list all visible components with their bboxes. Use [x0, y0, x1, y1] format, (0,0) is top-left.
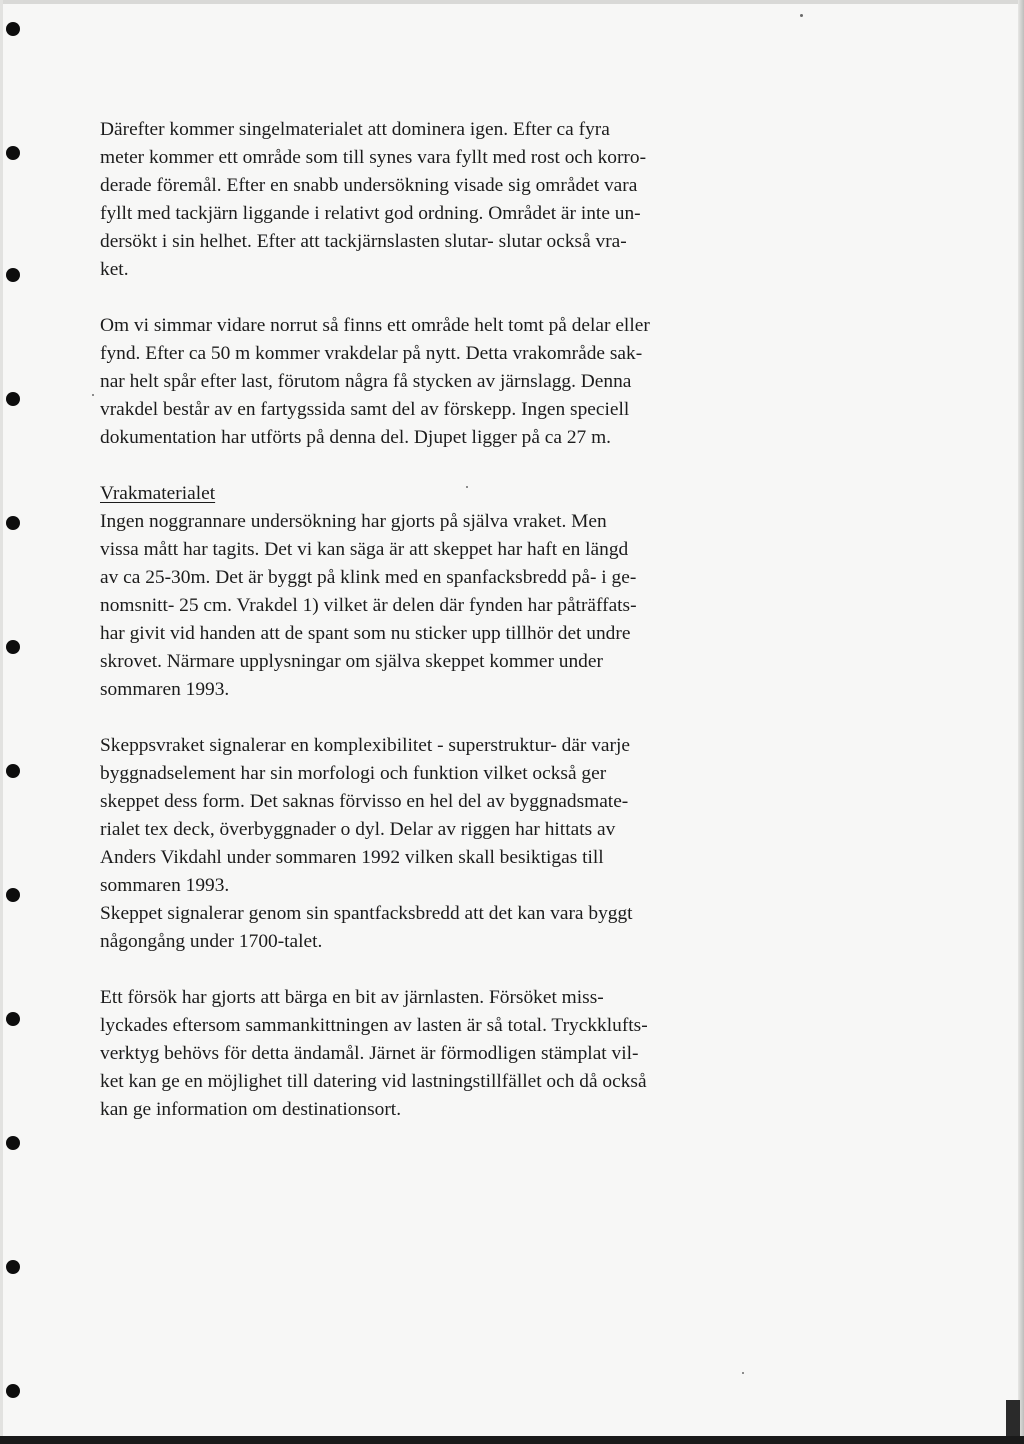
text-line: byggnadselement har sin morfologi och funktion vilket också ger [100, 763, 607, 784]
text-line: Därefter kommer singelmaterialet att dominera igen. Efter ca fyra [100, 119, 610, 140]
text-line: Om vi simmar vidare norrut så finns ett område helt tomt på delar eller [100, 315, 650, 336]
paragraph [100, 116, 800, 284]
paragraph [100, 312, 800, 452]
text-line: fynd. Efter ca 50 m kommer vrakdelar på nytt. Detta vrakområde sak- [100, 343, 643, 364]
scan-edge-top [0, 0, 1024, 4]
punch-hole-icon [6, 268, 20, 282]
text-line: verktyg behövs för detta ändamål. Järnet är förmodligen stämplat vil- [100, 1043, 639, 1064]
scan-speck [800, 14, 803, 17]
text-line: Anders Vikdahl under sommaren 1992 vilken skall besiktigas till [100, 847, 604, 868]
text-line: Ett försök har gjorts att bärga en bit av järnlasten. Försöket miss- [100, 987, 604, 1008]
text-line: Skeppet signalerar genom sin spantfacksbredd att det kan vara byggt [100, 903, 633, 924]
punch-hole-icon [6, 764, 20, 778]
paragraph [100, 480, 800, 704]
text-line: derade föremål. Efter en snabb undersökning visade sig området vara [100, 175, 638, 196]
paragraph [100, 732, 800, 956]
text-line: dersökt i sin helhet. Efter att tackjärnslasten slutar- slutar också vra- [100, 231, 627, 252]
text-line: vrakdel består av en fartygssida samt del av förskepp. Ingen speciell [100, 399, 630, 420]
text-line: kan ge information om destinationsort. [100, 1099, 402, 1120]
text-line: nar helt spår efter last, förutom några få stycken av järnslagg. Denna [100, 371, 632, 392]
text-line: rialet tex deck, överbyggnader o dyl. Delar av riggen har hittats av [100, 819, 616, 840]
text-line: sommaren 1993. [100, 875, 230, 896]
punch-hole-icon [6, 516, 20, 530]
text-line: Ingen noggrannare undersökning har gjorts på själva vraket. Men [100, 511, 607, 532]
text-line: sommaren 1993. [100, 679, 230, 700]
punch-hole-icon [6, 1384, 20, 1398]
punch-hole-icon [6, 22, 20, 36]
punch-hole-icon [6, 1012, 20, 1026]
scan-edge-right [1018, 0, 1024, 1444]
text-line: lyckades eftersom sammankittningen av lasten är så total. Tryckklufts- [100, 1015, 648, 1036]
document-body [100, 116, 800, 1152]
text-line: av ca 25-30m. Det är byggt på klink med en spanfacksbredd på- i ge- [100, 567, 637, 588]
text-line: dokumentation har utförts på denna del. Djupet ligger på ca 27 m. [100, 427, 612, 448]
section-heading: Vrakmaterialet [100, 483, 216, 504]
text-line: vissa mått har tagits. Det vi kan säga är att skeppet har haft en längd [100, 539, 629, 560]
scan-edge-notch [1006, 1400, 1020, 1438]
page-bottom-rule [0, 1436, 1024, 1444]
text-line: Skeppsvraket signalerar en komplexibilitet - superstruktur- där varje [100, 735, 630, 756]
text-line: ket kan ge en möjlighet till datering vid lastningstillfället och då också [100, 1071, 647, 1092]
punch-hole-icon [6, 640, 20, 654]
scan-speck [92, 394, 94, 396]
punch-hole-icon [6, 146, 20, 160]
text-line: fyllt med tackjärn liggande i relativt god ordning. Området är inte un- [100, 203, 641, 224]
text-line: skeppet dess form. Det saknas förvisso en hel del av byggnadsmate- [100, 791, 629, 812]
scan-speck [742, 1372, 744, 1374]
text-line: nomsnitt- 25 cm. Vrakdel 1) vilket är delen där fynden har påträffats- [100, 595, 637, 616]
punch-hole-icon [6, 888, 20, 902]
text-line: ket. [100, 259, 129, 280]
punch-hole-icon [6, 1136, 20, 1150]
text-line: har givit vid handen att de spant som nu sticker upp tillhör det undre [100, 623, 631, 644]
text-line: meter kommer ett område som till synes vara fyllt med rost och korro- [100, 147, 647, 168]
text-line: någongång under 1700-talet. [100, 931, 323, 952]
punch-hole-icon [6, 1260, 20, 1274]
heading-line [100, 480, 800, 508]
scan-edge-left [0, 0, 3, 1444]
paragraph [100, 984, 800, 1124]
punch-hole-icon [6, 392, 20, 406]
text-line: skrovet. Närmare upplysningar om själva skeppet kommer under [100, 651, 603, 672]
